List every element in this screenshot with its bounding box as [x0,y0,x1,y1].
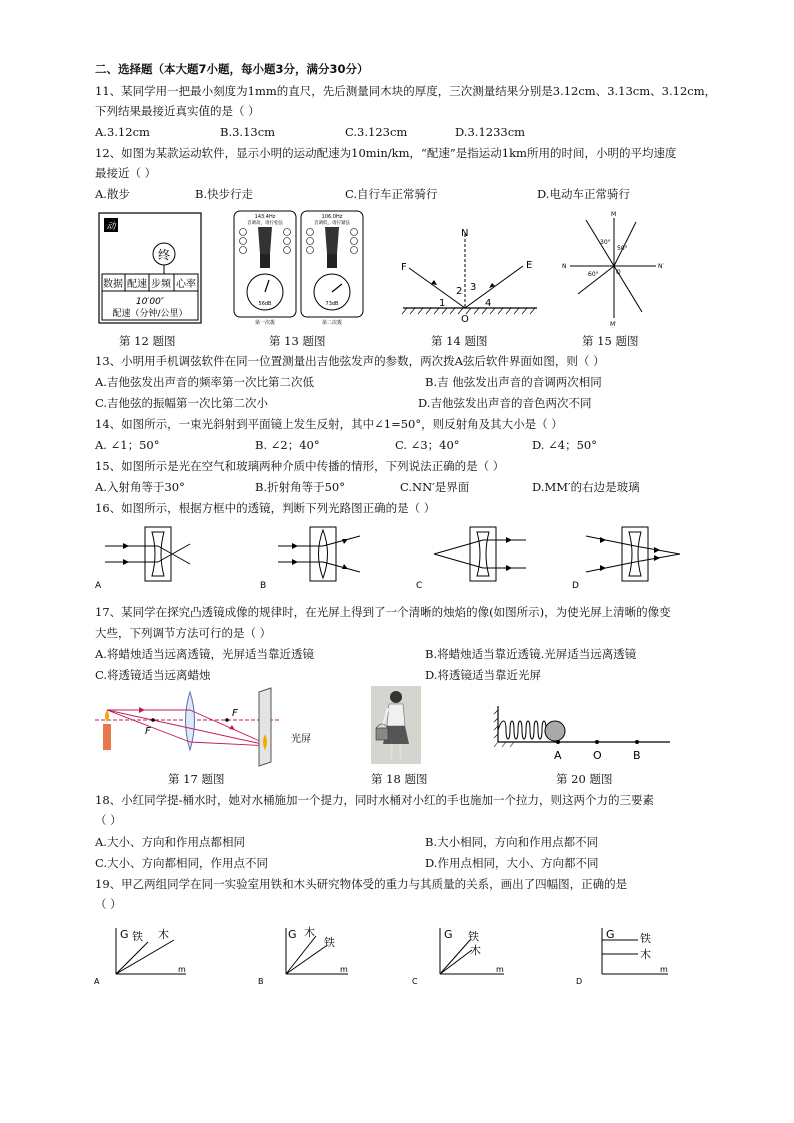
q19d-axis-m: m [660,965,668,974]
q19b-label-wood: 木 [304,926,315,939]
q13-stem: 13、小明用手机调弦软件在同一位置测量出吉他弦发声的参数，两次拨A弦后软件界面如图，则（ ） [95,354,605,368]
fig15-angle-60: 60° [588,271,599,278]
fig15-angle-30: 30° [600,239,611,246]
q19-stem-line2: （ ） [95,897,122,911]
q14-option-b: B. ∠2；40° [255,438,320,452]
fig14-label-o: O [461,314,469,324]
q13-option-a: A.吉他弦发出声音的频率第一次比第二次低 [95,375,314,389]
fig13-screen-second [301,211,363,326]
q19-label-b: B [258,977,264,986]
fig17-convex-lens [95,684,325,770]
fig13-db-2: 73dB [325,301,339,307]
q19-graph-a [92,922,192,988]
fig14-angle-3: 3 [470,282,477,293]
q19d-label-wood: 木 [640,948,651,961]
q16-label-d: D [572,581,579,591]
fig14-label-f: F [401,262,407,273]
q11-option-c: C.3.123cm [345,125,408,139]
q11-option-a: A.3.12cm [95,125,150,139]
q16-diagram-c [414,522,534,592]
q14-option-a: A. ∠1；50° [95,438,160,452]
fig18-girl-bucket [371,686,421,764]
fig15-angle-50: 50° [617,245,628,252]
q15-option-d: D.MM′的右边是玻璃 [532,480,640,494]
q19d-label-iron: 铁 [640,932,651,945]
q17-stem-line1: 17、某同学在探究凸透镜成像的规律时，在光屏上得到了一个清晰的烛焰的像(如图所示)，为使光屏上清晰的像变 [95,605,671,619]
q17-option-d: D.将透镜适当靠近光屏 [425,668,541,682]
fig17-screen-label: 光屏 [291,734,311,745]
section-title: 二、选择题（本大题7小题，每小题3分，满分30分） [95,62,369,76]
fig14-angle-4: 4 [485,298,492,309]
q11-option-d: D.3.1233cm [455,125,526,139]
q19c-label-wood: 木 [470,944,481,957]
fig13-hint-1: 音调高，请拧松弦 [247,221,283,226]
fig15-label-n: N [562,263,567,270]
q19-graph-b [256,922,356,988]
q15-option-a: A.入射角等于30° [95,480,185,494]
q19b-axis-m: m [340,965,348,974]
q16-label-a: A [95,581,102,591]
q17-option-b: B.将蜡烛适当靠近透镜.光屏适当远离透镜 [425,647,637,661]
q15-option-c: C.NN′是界面 [400,480,470,494]
svg-text:动: 动 [106,222,116,232]
fig12-cell-heartrate: 心率 [176,279,196,290]
q16-stem: 16、如图所示，根据方框中的透镜，判断下列光路图正确的是（ ） [95,501,436,515]
fig15-label-mprime: M′ [610,321,617,328]
q12-option-d: D.电动车正常骑行 [537,187,630,201]
fig12-cell-cadence: 步频 [151,279,171,290]
q19a-axis-g: G [120,928,129,941]
q18-stem-line2: （ ） [95,813,122,827]
q16-diagram-a [95,522,195,592]
fig20-spring-ball [492,704,672,764]
q19-label-a: A [94,977,100,986]
caption-fig12: 第 12 题图 [119,334,176,348]
fig20-label-o: O [593,749,602,762]
fig17-focus-right: F [232,708,238,719]
fig14-angle-2: 2 [456,286,463,297]
q13-option-b: B.吉 他弦发出声音的音调两次相同 [425,375,602,389]
fig13-db-1: 56dB [258,301,272,307]
q13-option-c: C.吉他弦的振幅第一次比第二次小 [95,396,269,410]
q17-stem-line2: 大些，下列调节方法可行的是（ ） [95,626,272,640]
fig15-label-m: M [611,211,617,218]
q18-option-a: A.大小、方向和作用点都相同 [95,835,245,849]
q19a-axis-m: m [178,965,186,974]
q17-option-c: C.将透镜适当远离蜡烛 [95,668,211,682]
q14-stem: 14、如图所示，一束光斜射到平面镜上发生反射，其中∠1=50°，则反射角及其大小是（ ） [95,417,563,431]
q19a-label-wood: 木 [158,928,169,941]
q18-option-c: C.大小、方向都相同，作用点不同 [95,856,269,870]
fig13-screen-first [234,211,296,326]
q19c-label-iron: 铁 [468,930,479,943]
q19-graph-c [410,922,510,988]
caption-fig15: 第 15 题图 [582,334,639,348]
fig15-refraction [558,208,670,328]
q15-stem: 15、如图所示是光在空气和玻璃两种介质中传播的情形，下列说法正确的是（ ） [95,459,505,473]
q19b-label-iron: 铁 [324,936,335,949]
fig15-label-o: O [616,269,621,276]
fig13-caption-first: 第一次拨 [254,320,276,326]
q18-option-d: D.作用点相同，大小、方向都不同 [425,856,599,870]
caption-fig18: 第 18 题图 [371,772,428,786]
q14-option-c: C. ∠3；40° [395,438,460,452]
q12-option-b: B.快步行走 [195,187,254,201]
fig13-tuner-app [232,210,365,328]
q13-option-d: D.吉他弦发出声音的音色两次不同 [418,396,592,410]
q15-option-b: B.折射角等于50° [255,480,345,494]
q18-option-b: B.大小相同，方向和作用点都不同 [425,835,599,849]
q19-graph-d [574,922,674,988]
q19b-axis-g: G [288,928,297,941]
fig12-pace-unit: 配速（分钟/公里） [112,309,188,319]
fig12-end-label: 终 [157,248,171,262]
fig12-pace-app [98,212,202,324]
q19-label-d: D [576,977,583,986]
q11-stem-line2: 下列结果最接近真实值的是（ ） [95,104,260,118]
caption-fig20: 第 20 题图 [556,772,613,786]
q19-label-c: C [412,977,418,986]
q11-stem-line1: 11、某同学用一把最小刻度为1mm的直尺，先后测量同木块的厚度，三次测量结果分别是3.12cm、3.13cm、3.12cm， [95,84,717,98]
q14-option-d: D. ∠4；50° [532,438,597,452]
q16-diagram-d [572,522,692,592]
caption-fig13: 第 13 题图 [269,334,326,348]
fig14-label-e: E [526,260,533,271]
q12-option-a: A.散步 [95,187,130,201]
q16-label-b: B [260,581,267,591]
fig13-freq-1: 143.4Hz [254,214,276,220]
q16-label-c: C [416,581,423,591]
fig13-caption-second: 第二次拨 [321,320,343,326]
caption-fig17: 第 17 题图 [168,772,225,786]
fig13-hint-2: 音调低，请拧紧弦 [314,221,350,226]
q19-stem-line1: 19、甲乙两组同学在同一实验室用铁和木头研究物体受的重力与其质量的关系，画出了四幅图，正确的是 [95,877,628,891]
q19c-axis-m: m [496,965,504,974]
fig14-label-n: N [461,228,469,239]
q18-stem-line1: 18、小红同学提-桶水时，她对水桶施加一个提力，同时水桶对小红的手也施加一个拉力，则这两个力的三要素 [95,793,655,807]
fig12-pace-value: 10′00″ [135,297,165,307]
fig14-angle-1: 1 [439,298,446,309]
q17-option-a: A.将蜡烛适当远离透镜，光屏适当靠近透镜 [95,647,314,661]
q11-option-b: B.3.13cm [220,125,276,139]
fig12-cell-data: 数据 [103,279,123,290]
q19c-axis-g: G [444,928,453,941]
fig20-label-b: B [633,749,641,762]
q12-stem-line1: 12、如图为某款运动软件，显示小明的运动配速为10min/km，“配速”是指运动1km所用的时间，小明的平均速度 [95,146,677,160]
q19a-label-iron: 铁 [132,930,143,943]
fig20-label-a: A [554,749,562,762]
q19d-axis-g: G [606,928,615,941]
fig12-cell-pace: 配速 [127,279,147,290]
q16-diagram-b [258,522,368,592]
fig14-plane-mirror [395,222,543,324]
fig15-label-nprime: N′ [658,263,664,270]
fig13-freq-2: 106.0Hz [321,214,343,220]
caption-fig14: 第 14 题图 [431,334,488,348]
fig17-focus-left: F [145,726,151,737]
q12-option-c: C.自行车正常骑行 [345,187,438,201]
q12-stem-line2: 最接近（ ） [95,166,157,180]
